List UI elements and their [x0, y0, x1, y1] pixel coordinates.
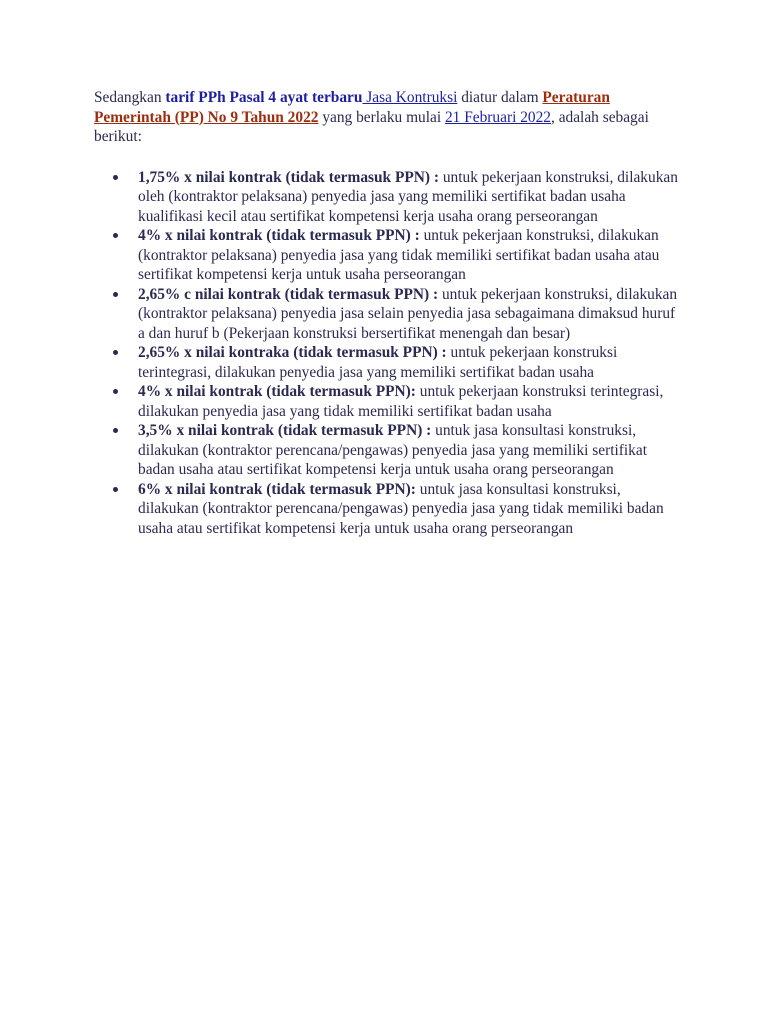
- bullet-icon: [113, 389, 118, 394]
- document-body: [94, 88, 684, 538]
- list-item: [138, 382, 684, 421]
- rate-description: untuk pekerjaan konstruksi terintegrasi, dilakukan penyedia jasa yang tidak memiliki sertifikat badan usaha: [138, 383, 664, 420]
- bullet-icon: [113, 428, 118, 433]
- rate-description: untuk pekerjaan konstruksi, dilakukan (kontraktor pelaksana) penyedia jasa selain penyedia jasa sebagaimana dimaksud huruf a dan huruf b (Pekerjaan konstruksi bersertifikat menengah dan besar): [138, 285, 678, 342]
- rate-heading: 4% x nilai kontrak (tidak termasuk PPN):: [138, 383, 416, 400]
- intro-text-2: diatur dalam: [457, 89, 543, 106]
- list-item: [138, 226, 684, 285]
- rate-heading: 2,65% x nilai kontraka (tidak termasuk PPN) :: [138, 344, 447, 361]
- list-item: [138, 421, 684, 480]
- bullet-icon: [113, 292, 118, 297]
- rates-list: [94, 168, 684, 539]
- rate-heading: 1,75% x nilai kontrak (tidak termasuk PPN) :: [138, 168, 439, 186]
- bullet-icon: [113, 175, 118, 180]
- bullet-icon: [113, 487, 118, 492]
- rate-heading: 6% x nilai kontrak (tidak termasuk PPN):: [138, 480, 416, 498]
- intro-text-3: yang berlaku mulai: [318, 108, 445, 126]
- list-item: [138, 480, 684, 539]
- intro-text-4: , adalah sebagai berikut:: [94, 108, 649, 145]
- link-date[interactable]: 21 Februari 2022: [444, 108, 551, 126]
- bullet-icon: [113, 233, 118, 238]
- bullet-icon: [113, 350, 118, 355]
- intro-text-1: Sedangkan: [94, 89, 166, 106]
- link-jasa-kontruksi[interactable]: Jasa Kontruksi: [362, 89, 458, 106]
- link-peraturan-pemerintah[interactable]: Peraturan Pemerintah (PP) No 9 Tahun 2022: [94, 89, 610, 126]
- list-item: [138, 343, 684, 382]
- rate-description: untuk jasa konsultasi konstruksi, dilakukan (kontraktor perencana/pengawas) penyedia jasa yang tidak memiliki badan usaha atau sertifikat kompetensi kerja untuk usaha orang perseorangan: [138, 480, 664, 537]
- rate-description: untuk pekerjaan konstruksi, dilakukan oleh (kontraktor pelaksana) penyedia jasa yang memiliki sertifikat badan usaha kualifikasi kecil atau sertifikat kompetensi kerja usaha orang perseorangan: [138, 168, 678, 225]
- keyword-tarif-pph: tarif PPh Pasal 4 ayat terbaru: [165, 89, 363, 106]
- rate-description: untuk pekerjaan konstruksi, dilakukan (kontraktor pelaksana) penyedia jasa yang tidak memiliki sertifikat badan usaha atau sertifikat kompetensi kerja untuk usaha perseorangan: [138, 227, 660, 283]
- rate-description: untuk jasa konsultasi konstruksi, dilakukan (kontraktor perencana/pengawas) penyedia jasa yang memiliki sertifikat badan usaha atau sertifikat kompetensi kerja untuk usaha orang perseorangan: [138, 422, 647, 478]
- list-item: [138, 285, 684, 344]
- rate-heading: 2,65% c nilai kontrak (tidak termasuk PPN) :: [138, 285, 439, 303]
- list-item: [138, 168, 684, 227]
- rate-description: untuk pekerjaan konstruksi terintegrasi, dilakukan penyedia jasa yang memiliki sertifikat badan usaha: [138, 344, 618, 381]
- rate-heading: 3,5% x nilai kontrak (tidak termasuk PPN) :: [138, 422, 432, 439]
- rate-heading: 4% x nilai kontrak (tidak termasuk PPN) :: [138, 227, 420, 244]
- intro-paragraph: [94, 88, 684, 147]
